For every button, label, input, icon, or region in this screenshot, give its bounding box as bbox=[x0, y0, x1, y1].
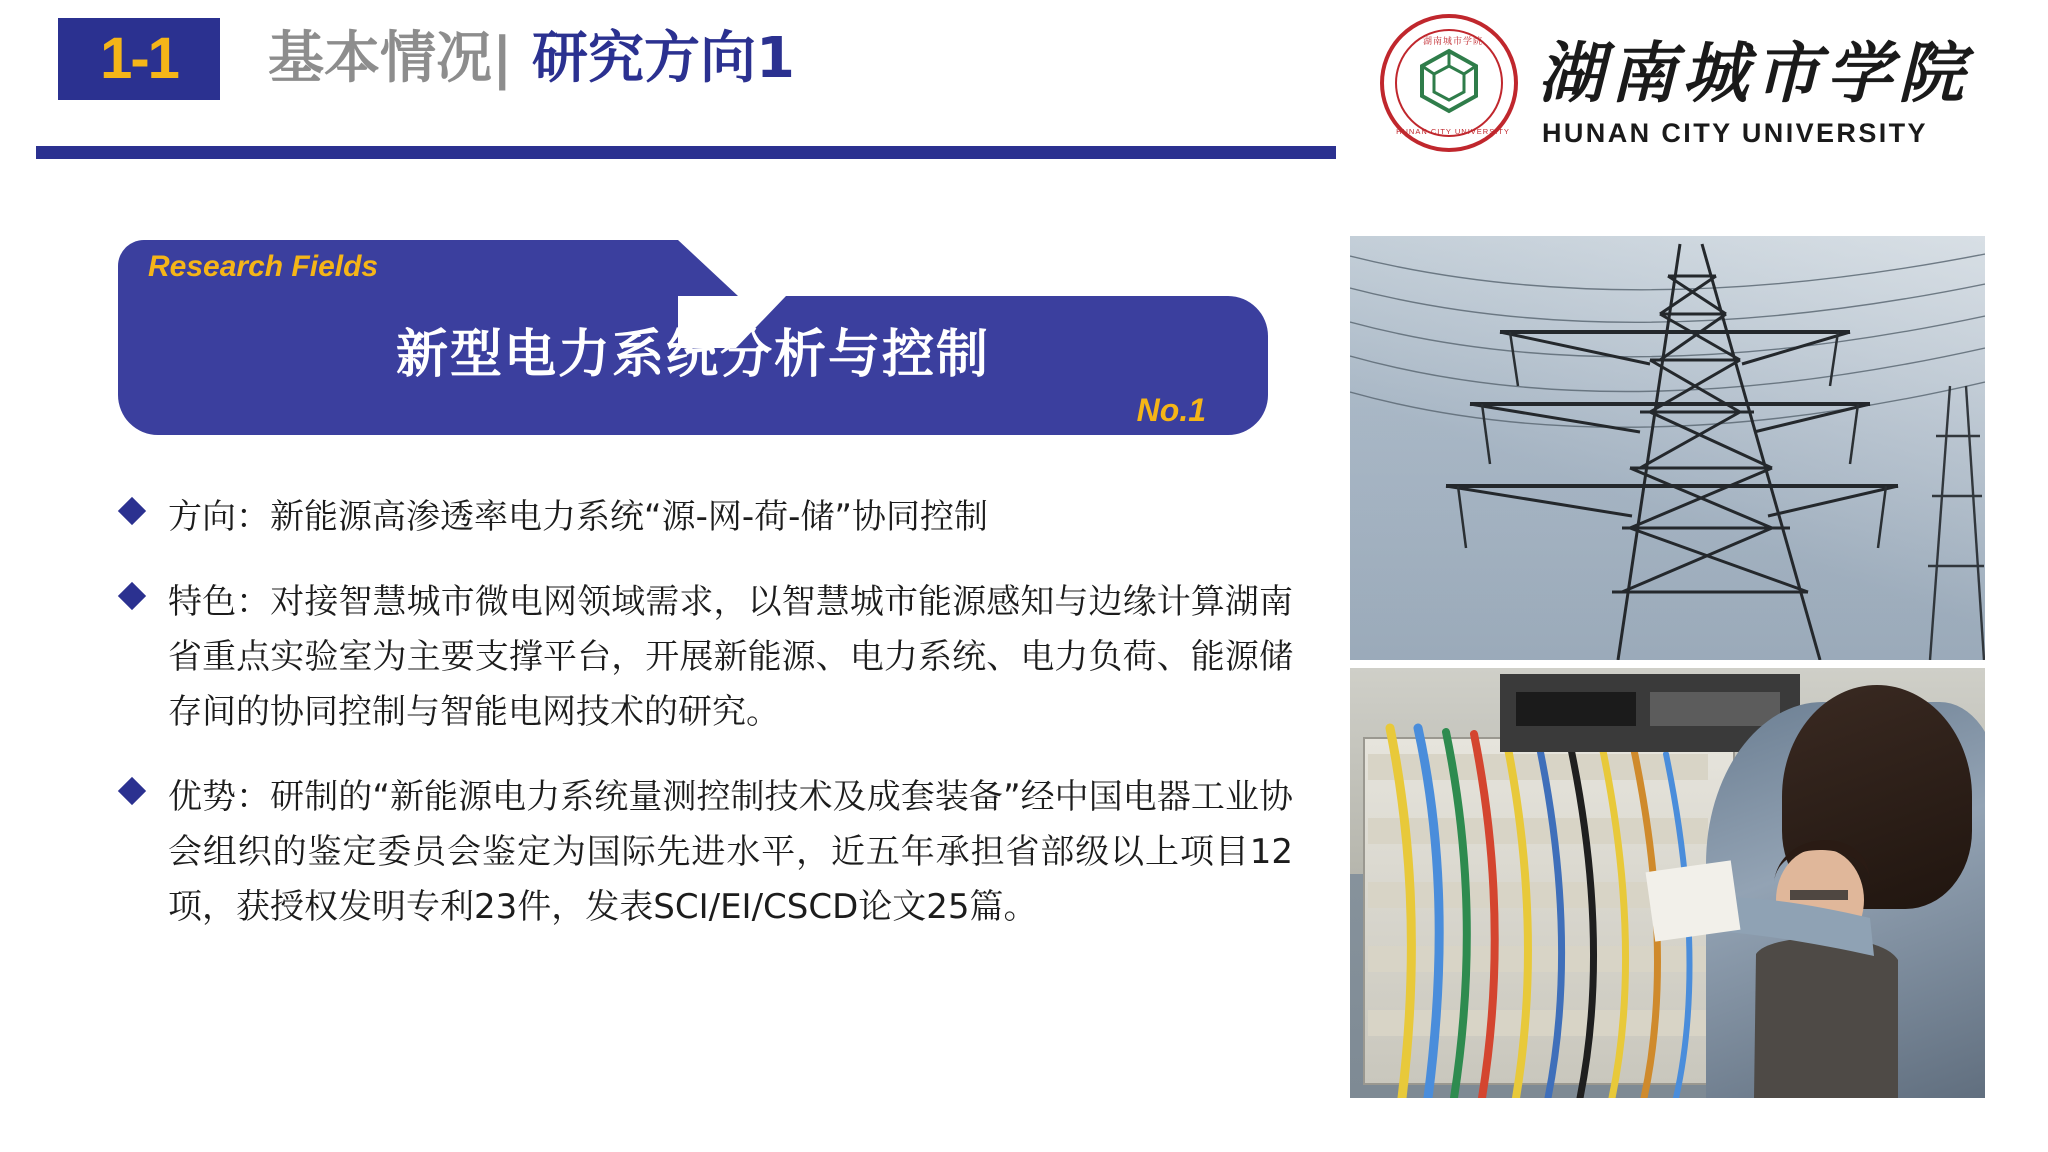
list-item-text: 优势：研制的“新能源电力系统量测控制技术及成套装备”经中国电器工业协会组织的鉴定委员会鉴定为国际先进水平，近五年承担省部级以上项目12项，获授权发明专利23件，发表SCI/EI/CSCD论文25篇。 bbox=[168, 777, 1293, 928]
page-title-separator: | bbox=[492, 26, 513, 91]
header-divider bbox=[36, 146, 1336, 159]
university-seal-icon bbox=[1380, 14, 1518, 152]
diamond-bullet-icon bbox=[118, 497, 146, 525]
diamond-bullet-icon bbox=[118, 582, 146, 610]
list-item bbox=[118, 490, 1293, 545]
seal-cube-icon bbox=[1418, 48, 1480, 114]
diamond-bullet-icon bbox=[118, 777, 146, 805]
banner-number: No.1 bbox=[1136, 392, 1206, 428]
banner-tab-label: Research Fields bbox=[148, 250, 379, 283]
seal-text-top: 湖南城市学院 bbox=[1422, 36, 1483, 46]
banner-heading: 新型电力系统分析与控制 bbox=[395, 325, 990, 385]
seal-text-bottom: HUNAN CITY UNIVERSITY bbox=[1396, 127, 1510, 136]
laboratory-photo bbox=[1350, 668, 1985, 1098]
transmission-tower-photo bbox=[1350, 236, 1985, 660]
list-item-text: 特色：对接智慧城市微电网领域需求，以智慧城市能源感知与边缘计算湖南省重点实验室为主要支撑平台，开展新能源、电力系统、电力负荷、能源储存间的协同控制与智能电网技术的研究。 bbox=[168, 582, 1293, 733]
slide-header bbox=[0, 0, 2048, 170]
section-number-badge: 1-1 bbox=[58, 18, 220, 100]
university-name-en: HUNAN CITY UNIVERSITY bbox=[1542, 118, 1928, 148]
university-name-cn: 湖南城市学院 bbox=[1538, 34, 1970, 112]
page-title-primary: 基本情况 bbox=[268, 26, 492, 91]
university-logo bbox=[1380, 14, 2020, 174]
list-item-text: 方向：新能源高渗透率电力系统“源-网-荷-储”协同控制 bbox=[168, 497, 989, 537]
research-field-banner bbox=[118, 240, 1268, 435]
page-title-secondary: 研究方向1 bbox=[531, 26, 795, 91]
list-item bbox=[118, 770, 1293, 935]
list-item bbox=[118, 575, 1293, 740]
page-title bbox=[268, 16, 795, 102]
bullet-list bbox=[118, 490, 1293, 966]
